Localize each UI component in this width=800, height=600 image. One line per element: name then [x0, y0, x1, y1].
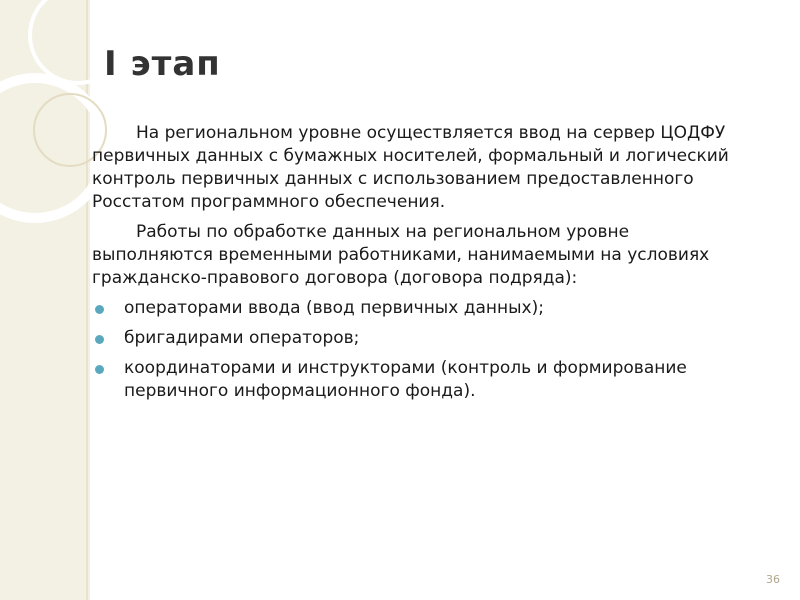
- slide-title: I этап: [104, 44, 221, 84]
- left-decorative-panel: [0, 0, 90, 600]
- paragraph-workers-description: Работы по обработке данных на региональном уровне выполняются временными работниками, нанимаемыми на условиях гражданско-правового договора (договора подряда):: [92, 222, 710, 288]
- bullet-dot-icon: [95, 335, 104, 344]
- list-item: [92, 357, 732, 403]
- list-item: [92, 327, 732, 350]
- page-number: 36: [766, 573, 780, 586]
- list-item: [92, 297, 732, 320]
- bullet-dot-icon: [95, 365, 104, 374]
- bullet-text: операторами ввода (ввод первичных данных);: [124, 298, 544, 318]
- bullet-text: бригадирами операторов;: [124, 328, 360, 348]
- bullet-list: [92, 297, 732, 403]
- bullet-dot-icon: [95, 305, 104, 314]
- panel-divider: [86, 0, 88, 600]
- paragraph-input-description: На региональном уровне осуществляется ввод на сервер ЦОДФУ первичных данных с бумажных носителей, формальный и логический контроль первичных данных с использованием предоставленного Росстатом программного обеспечения.: [92, 123, 729, 212]
- bullet-text: координаторами и инструкторами (контроль и формирование первичного информационного фонда).: [124, 358, 687, 401]
- slide-body: [92, 122, 732, 410]
